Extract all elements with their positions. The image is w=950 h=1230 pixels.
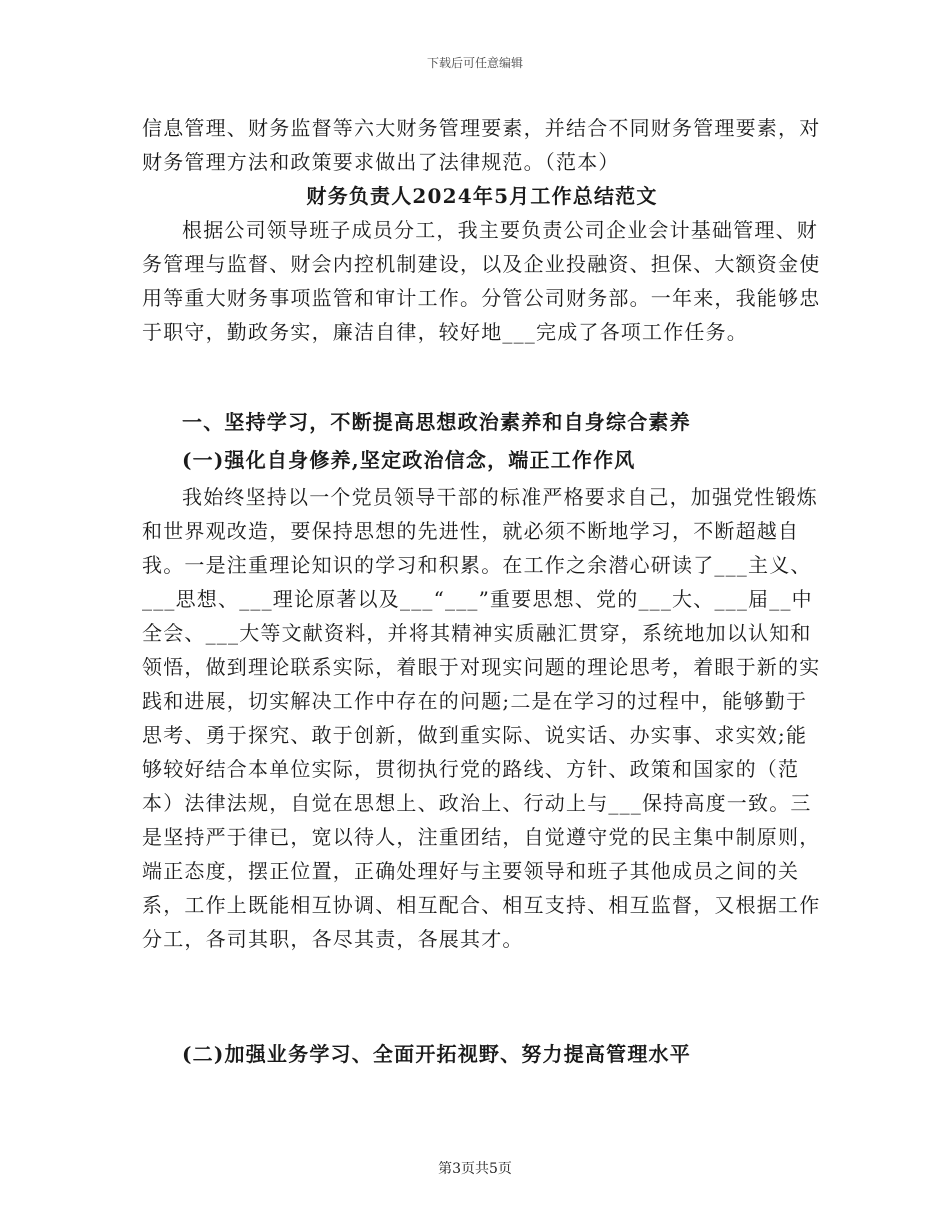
page-footer: 第3页共5页 <box>438 1161 512 1177</box>
subsection-heading-1: (一)强化自身修养,坚定政治信念，端正工作作风 <box>182 448 636 472</box>
page-header: 下载后可任意编辑 <box>426 56 523 70</box>
paragraph-intro: 根据公司领导班子成员分工，我主要负责公司企业会计基础管理、财务管理与监督、财会内控机制建设，以及企业投融资、担保、大额资金使用等重大财务事项监管和审计工作。分管公司财务部。一年来，我能够忠于职守，勤政务实，廉洁自律，较好地___完成了各项工作任务。 <box>142 218 821 344</box>
section-heading-1: 一、坚持学习，不断提高思想政治素养和自身综合素养 <box>182 410 691 434</box>
subsection-heading-2: (二)加强业务学习、全面开拓视野、努力提高管理水平 <box>182 1042 691 1066</box>
paragraph-continuation: 信息管理、财务监督等六大财务管理要素，并结合不同财务管理要素，对财务管理方法和政策要求做出了法律规范。（范本） <box>142 116 821 174</box>
document-title: 财务负责人2024年5月工作总结范文 <box>306 184 658 208</box>
paragraph-study: 我始终坚持以一个党员领导干部的标准严格要求自己，加强党性锻炼和世界观改造，要保持思想的先进性，就必须不断地学习，不断超越自我。一是注重理论知识的学习和积累。在工作之余潜心研读了___主义、___思想、___理论原著以及___“___”重要思想、党的___大、___届__中全会、___大等文献资料，并将其精神实质融汇贯穿，系统地加以认知和领悟，做到理论联系实际，着眼于对现实问题的理论思考，着眼于新的实践和进展，切实解决工作中存在的问题;二是在学习的过程中，能够勤于思考、勇于探究、敢于创新，做到重实际、说实话、办实事、求实效;能够较好结合本单位实际，贯彻执行党的路线、方针、政策和国家的（范本）法律法规，自觉在思想上、政治上、行动上与___保持高度一致。三是坚持严于律已，宽以待人，注重团结，自觉遵守党的民主集中制原则，端正态度，摆正位置，正确处理好与主要领导和班子其他成员之间的关系，工作上既能相互协调、相互配合、相互支持、相互监督，又根据工作分工，各司其职，各尽其责，各展其才。 <box>142 485 821 951</box>
